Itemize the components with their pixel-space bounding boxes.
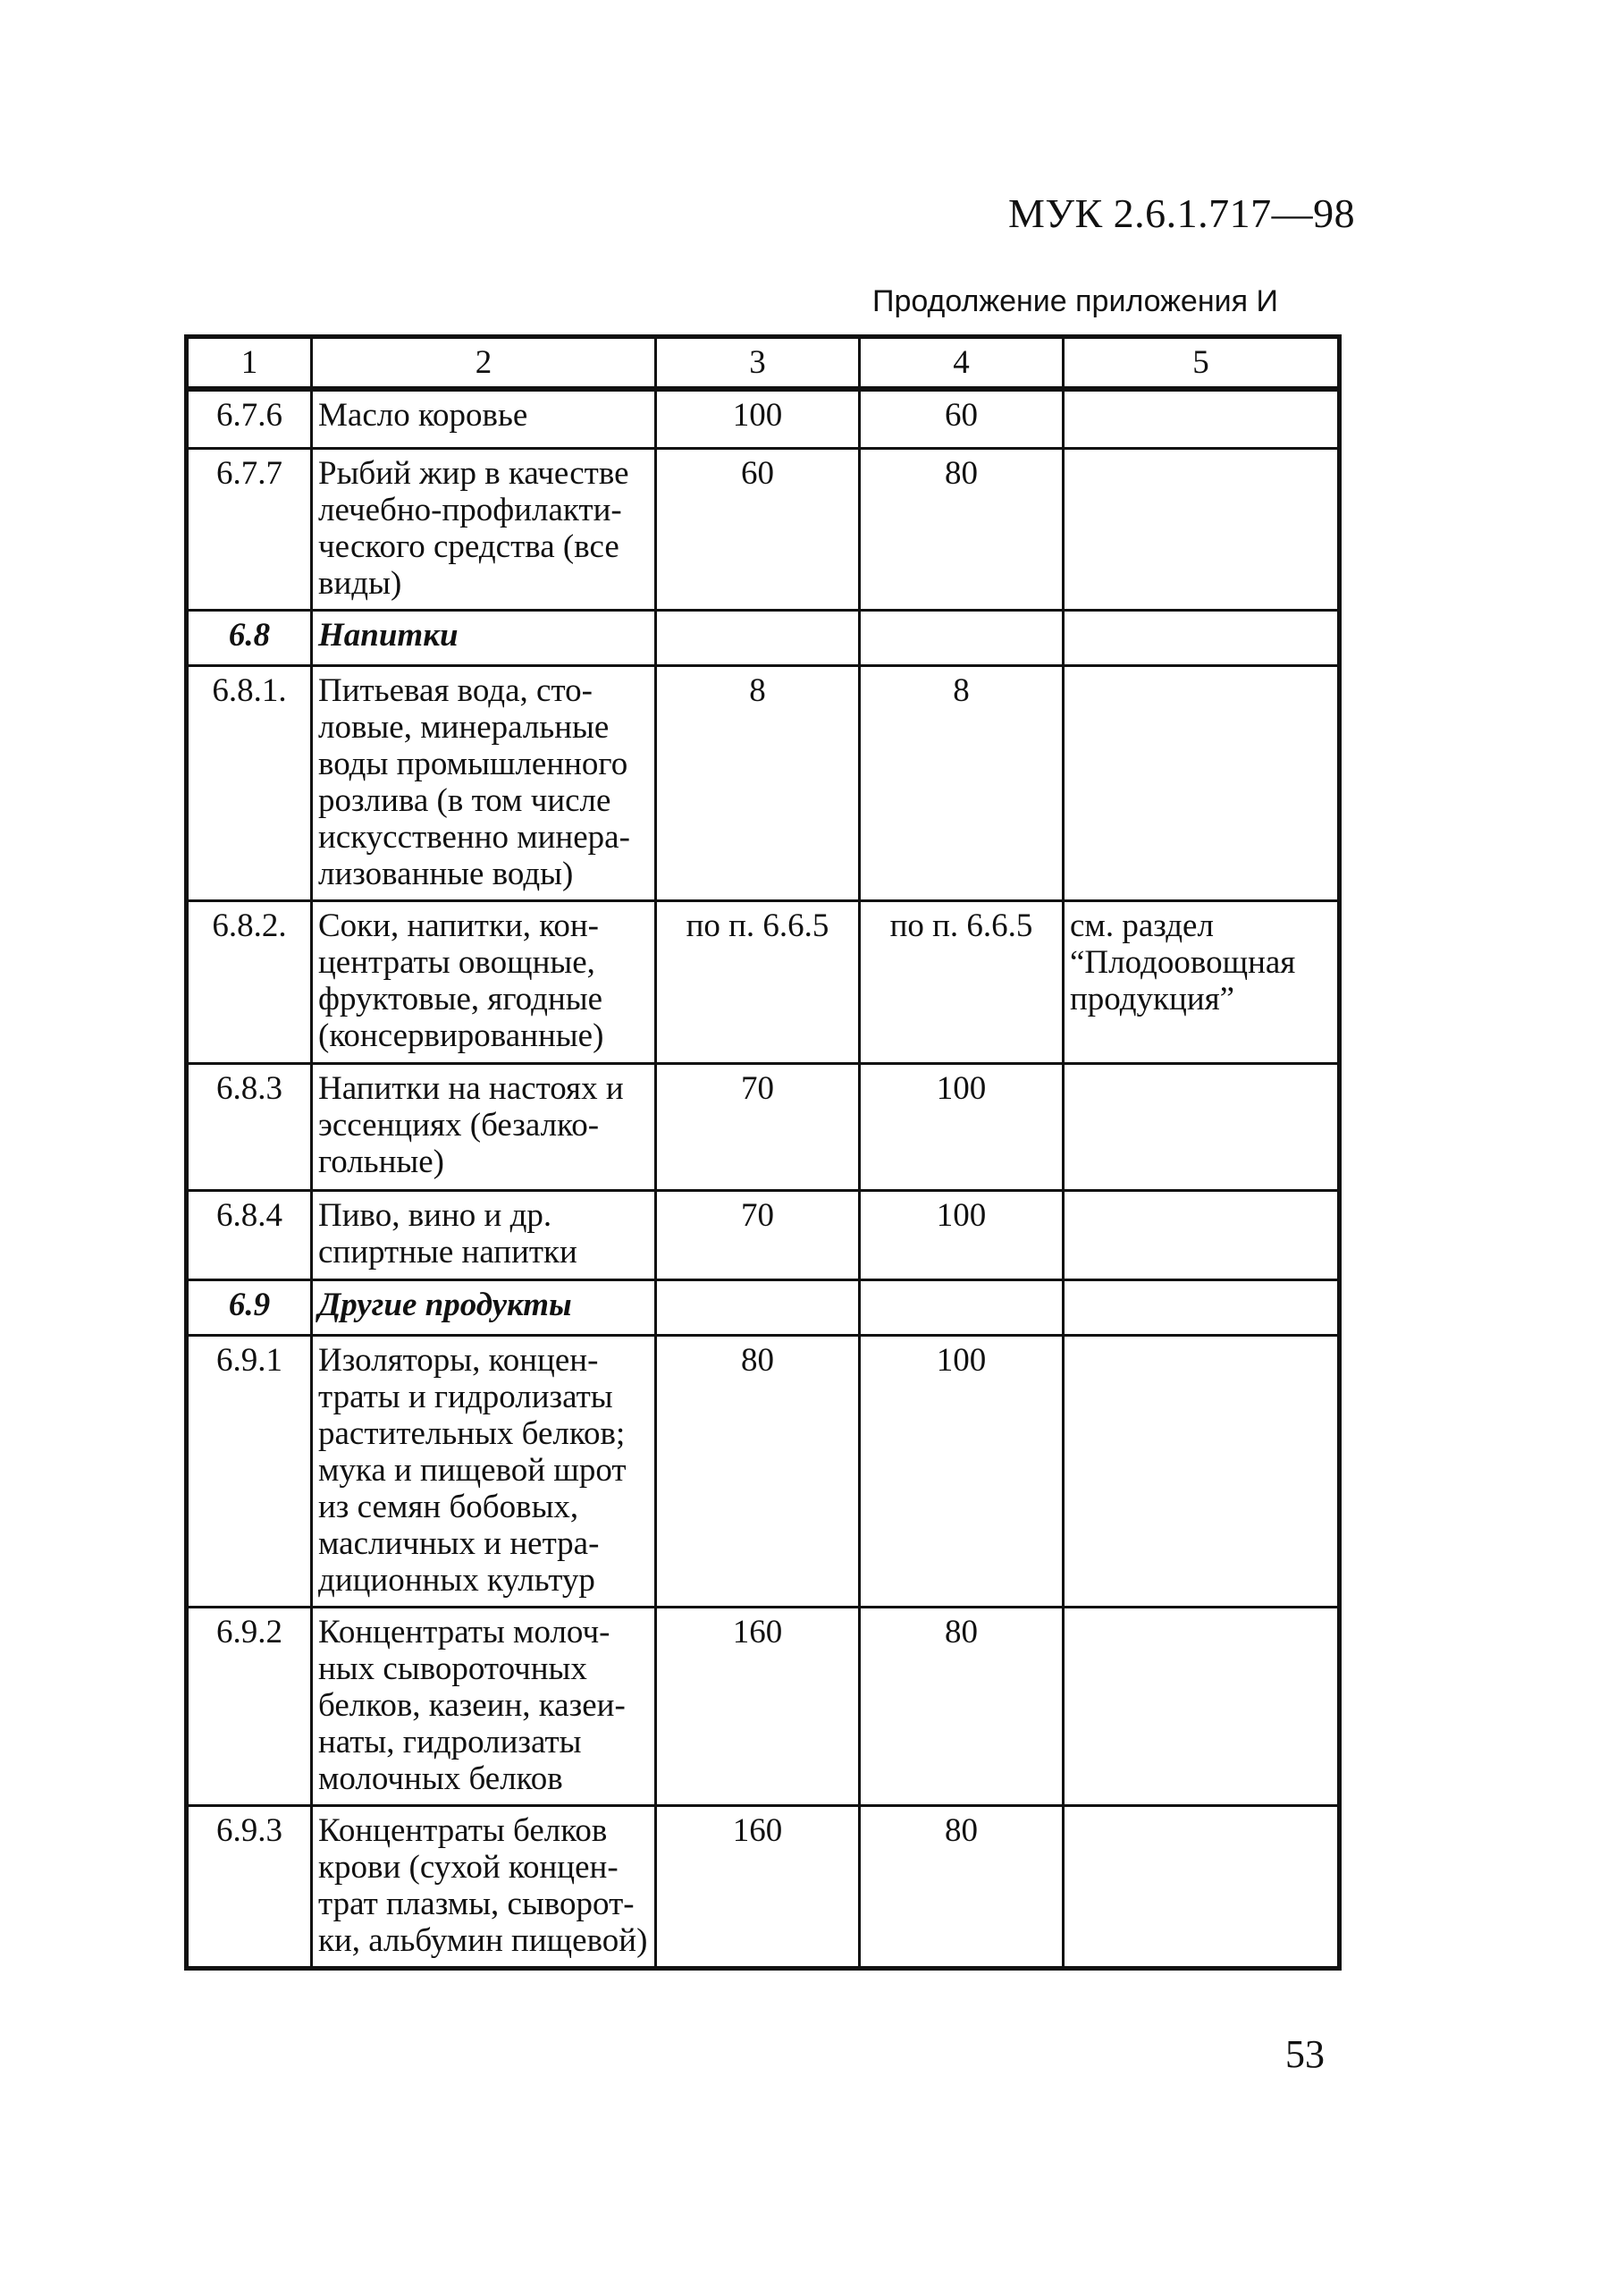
note-column-5 bbox=[1064, 610, 1340, 665]
section-number: 6.8 bbox=[187, 610, 312, 665]
section-row bbox=[187, 610, 1340, 665]
section-number: 6.9 bbox=[187, 1279, 312, 1335]
value-column-3: 100 bbox=[656, 389, 860, 448]
product-name: Изоляторы, концен-траты и гидролизаты растительных белков; мука и пищевой шрот из семян бобовых, масличных и нетра-диционных культур bbox=[312, 1335, 656, 1607]
value-column-3: 70 bbox=[656, 1063, 860, 1190]
value-column-4 bbox=[860, 610, 1064, 665]
value-column-3 bbox=[656, 610, 860, 665]
value-column-4: по п. 6.6.5 bbox=[860, 900, 1064, 1063]
product-name: Масло коровье bbox=[312, 389, 656, 448]
product-name: Рыбий жир в качестве лечебно-профилакти-ческого средства (все виды) bbox=[312, 448, 656, 610]
value-column-3: по п. 6.6.5 bbox=[656, 900, 860, 1063]
value-column-4: 80 bbox=[860, 1607, 1064, 1805]
table-row bbox=[187, 1607, 1340, 1805]
product-name: Питьевая вода, сто-ловые, минеральные воды промышленного розлива (в том числе искусственно минера-лизованные воды) bbox=[312, 665, 656, 900]
row-number: 6.7.7 bbox=[187, 448, 312, 610]
table-row bbox=[187, 665, 1340, 900]
table-row bbox=[187, 389, 1340, 448]
note-column-5 bbox=[1064, 448, 1340, 610]
column-header: 2 bbox=[312, 337, 656, 390]
product-name: Напитки на настоях и эссенциях (безалко-гольные) bbox=[312, 1063, 656, 1190]
column-header: 4 bbox=[860, 337, 1064, 390]
row-number: 6.8.1. bbox=[187, 665, 312, 900]
table-row bbox=[187, 1063, 1340, 1190]
row-number: 6.7.6 bbox=[187, 389, 312, 448]
value-column-4: 100 bbox=[860, 1335, 1064, 1607]
product-name: Концентраты белков крови (сухой концен-трат плазмы, сыворот-ки, альбумин пищевой) bbox=[312, 1805, 656, 1968]
note-column-5 bbox=[1064, 1190, 1340, 1279]
section-title: Другие продукты bbox=[312, 1279, 656, 1335]
table-row bbox=[187, 448, 1340, 610]
table-row bbox=[187, 1190, 1340, 1279]
table-header-row bbox=[187, 337, 1340, 390]
product-name: Соки, напитки, кон-центраты овощные, фруктовые, ягодные (консервированные) bbox=[312, 900, 656, 1063]
note-column-5 bbox=[1064, 1063, 1340, 1190]
note-column-5 bbox=[1064, 1335, 1340, 1607]
value-column-3: 8 bbox=[656, 665, 860, 900]
value-column-4: 100 bbox=[860, 1190, 1064, 1279]
value-column-3: 160 bbox=[656, 1607, 860, 1805]
value-column-4 bbox=[860, 1279, 1064, 1335]
section-row bbox=[187, 1279, 1340, 1335]
column-header: 1 bbox=[187, 337, 312, 390]
value-column-3: 80 bbox=[656, 1335, 860, 1607]
row-number: 6.8.3 bbox=[187, 1063, 312, 1190]
note-column-5 bbox=[1064, 389, 1340, 448]
row-number: 6.9.2 bbox=[187, 1607, 312, 1805]
row-number: 6.9.1 bbox=[187, 1335, 312, 1607]
note-column-5 bbox=[1064, 1805, 1340, 1968]
product-name: Концентраты молоч-ных сывороточных белков, казеин, казеи-наты, гидролизаты молочных белков bbox=[312, 1607, 656, 1805]
table-row bbox=[187, 1805, 1340, 1968]
value-column-4: 80 bbox=[860, 448, 1064, 610]
page-number: 53 bbox=[1285, 2032, 1325, 2076]
note-column-5 bbox=[1064, 1279, 1340, 1335]
value-column-4: 100 bbox=[860, 1063, 1064, 1190]
value-column-4: 60 bbox=[860, 389, 1064, 448]
value-column-4: 80 bbox=[860, 1805, 1064, 1968]
column-header: 5 bbox=[1064, 337, 1340, 390]
value-column-4: 8 bbox=[860, 665, 1064, 900]
value-column-3 bbox=[656, 1279, 860, 1335]
note-column-5 bbox=[1064, 665, 1340, 900]
value-column-3: 60 bbox=[656, 448, 860, 610]
continuation-caption: Продолжение приложения И bbox=[872, 284, 1278, 318]
table-row bbox=[187, 900, 1340, 1063]
note-column-5 bbox=[1064, 1607, 1340, 1805]
note-column-5: см. раздел “Плодоовощная продукция” bbox=[1064, 900, 1340, 1063]
document-code: МУК 2.6.1.717—98 bbox=[1008, 190, 1356, 236]
table-row bbox=[187, 1335, 1340, 1607]
row-number: 6.9.3 bbox=[187, 1805, 312, 1968]
value-column-3: 160 bbox=[656, 1805, 860, 1968]
value-column-3: 70 bbox=[656, 1190, 860, 1279]
column-header: 3 bbox=[656, 337, 860, 390]
row-number: 6.8.4 bbox=[187, 1190, 312, 1279]
limits-table bbox=[184, 334, 1342, 1971]
section-title: Напитки bbox=[312, 610, 656, 665]
product-name: Пиво, вино и др. спиртные напитки bbox=[312, 1190, 656, 1279]
row-number: 6.8.2. bbox=[187, 900, 312, 1063]
